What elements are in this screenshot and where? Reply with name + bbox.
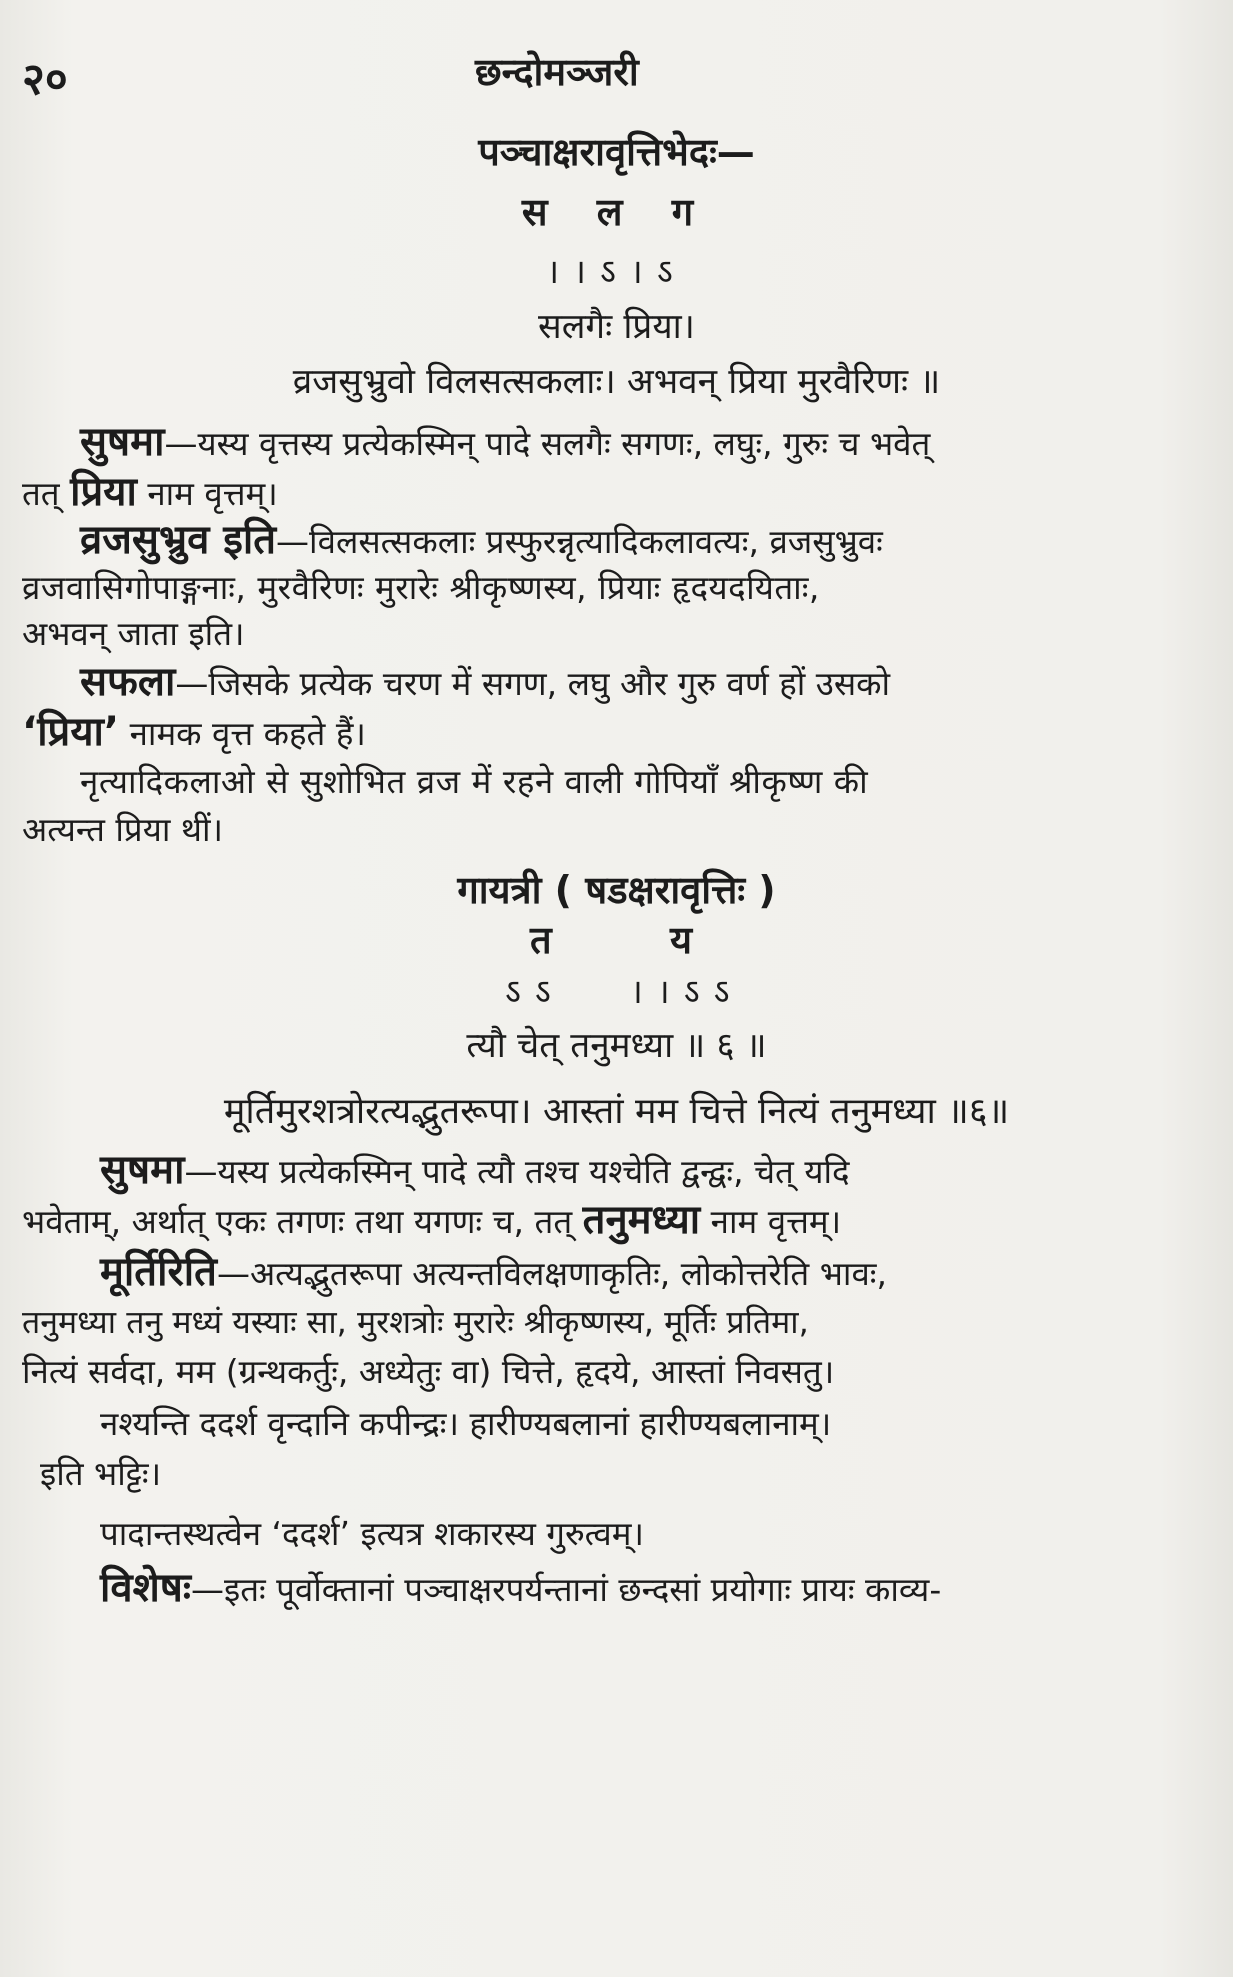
hindi-line2: अत्यन्त प्रिया थीं। (22, 810, 224, 849)
section1-sutra: सलगैः प्रिया। (538, 307, 695, 347)
meter-name: ‘प्रिया’ (22, 709, 120, 755)
section2-marks-right: ।।ऽऽ (630, 972, 744, 1012)
meter-name: तनुमध्या (582, 1197, 701, 1243)
section1-ganas: स ल ग (521, 190, 712, 234)
saphala-line2 (22, 710, 366, 756)
text: —जिसके प्रत्येक चरण में सगण, लघु और गुरु वर्ण हों उसको (175, 664, 891, 703)
text: तत् (22, 474, 60, 513)
sushama2-line1 (100, 1148, 850, 1194)
sushama-commentary-line1 (80, 420, 1182, 466)
note-line: पादान्तस्थत्वेन ‘ददर्श’ इत्यत्र शकारस्य गुरुत्वम्। (100, 1514, 645, 1553)
text: नाम वृत्तम्। (710, 1202, 842, 1241)
murti-line3: नित्यं सर्वदा, मम (ग्रन्थकर्तुः, अध्येतुः वा) चित्ते, हृदये, आस्तां निवसतु। (22, 1352, 835, 1391)
vraja-commentary-line1 (80, 518, 883, 564)
hindi-line1: नृत्यादिकलाओ से सुशोभित व्रज में रहने वाली गोपियाँ श्रीकृष्ण की (80, 762, 869, 801)
quote-line2: इति भट्टिः। (40, 1454, 162, 1493)
sushama-text: —यस्य वृत्तस्य प्रत्येकस्मिन् पादे सलगैः सगणः, लघुः, गुरुः च भवेत् (164, 424, 931, 463)
vraja-commentary-line3: अभवन् जाता इति। (22, 614, 245, 653)
section2-heading: गायत्री ( षडक्षरावृत्तिः ) (457, 868, 776, 912)
text: भवेताम्, अर्थात् एकः तगणः तथा यगणः च, तत् (22, 1202, 573, 1241)
section2-gana-left: त (530, 918, 552, 962)
text: नाम वृत्तम्। (147, 474, 278, 513)
section2-sutra: त्यौ चेत् तनुमध्या ॥ ६ ॥ (466, 1026, 767, 1066)
section1-marks: ।।ऽ।ऽ (546, 252, 687, 292)
murti-line2: तनुमध्या तनु मध्यं यस्याः सा, मुरशत्रोः मुरारेः श्रीकृष्णस्य, मूर्तिः प्रतिमा, (22, 1303, 809, 1341)
saphala-label: सफला (80, 659, 176, 705)
text: —विलसत्सकलाः प्रस्फुरन्नृत्यादिकलावत्यः, व्रजसुभ्रुवः (276, 522, 883, 561)
text: —इतः पूर्वोक्तानां पञ्चाक्षरपर्यन्तानां छन्दसां प्रयोगाः प्रायः काव्य- (191, 1570, 942, 1609)
section2-example: मूर्तिमुरशत्रोरत्यद्भुतरूपा। आस्तां मम चित्ते नित्यं तनुमध्या ॥६॥ (223, 1091, 1010, 1132)
text: —अत्यद्भुतरूपा अत्यन्तविलक्षणाकृतिः, लोकोत्तरेति भावः, (216, 1254, 887, 1293)
vishesha-label: विशेषः (100, 1565, 191, 1611)
vraja-commentary-line2: व्रजवासिगोपाङ्गनाः, मुरवैरिणः मुरारेः श्रीकृष्णस्य, प्रियाः हृदयदयिताः, (22, 568, 820, 607)
sushama-label: सुषमा (100, 1147, 185, 1193)
saphala-line1 (80, 660, 890, 706)
sushama-commentary-line2 (22, 470, 278, 516)
section1-example: व्रजसुभ्रुवो विलसत्सकलाः। अभवन् प्रिया मुरवैरिणः ॥ (292, 362, 941, 402)
sushama-label: सुषमा (80, 419, 165, 465)
section2-gana-right: य (670, 918, 693, 962)
vraja-label: व्रजसुभ्रुव इति (80, 517, 277, 563)
murti-line1 (100, 1250, 887, 1296)
text: —यस्य प्रत्येकस्मिन् पादे त्यौ तश्च यश्चेति द्वन्द्वः, चेत् यदि (184, 1152, 850, 1191)
murti-label: मूर्तिरिति (100, 1249, 217, 1295)
section1-heading: पञ्चाक्षरावृत्तिभेदः— (478, 130, 755, 174)
quote-line1: नश्यन्ति ददर्श वृन्दानि कपीन्द्रः। हारीण्यबलानां हारीण्यबलानाम्। (100, 1404, 832, 1443)
page-number: २० (22, 54, 68, 105)
meter-name: प्रिया (70, 469, 137, 515)
vishesha-line (100, 1566, 941, 1612)
text: नामक वृत्त कहते हैं। (129, 714, 366, 753)
sushama2-line2 (22, 1198, 841, 1244)
running-header: छन्दोमञ्जरी (475, 50, 639, 94)
section2-marks-left: ऽऽ (505, 972, 565, 1012)
